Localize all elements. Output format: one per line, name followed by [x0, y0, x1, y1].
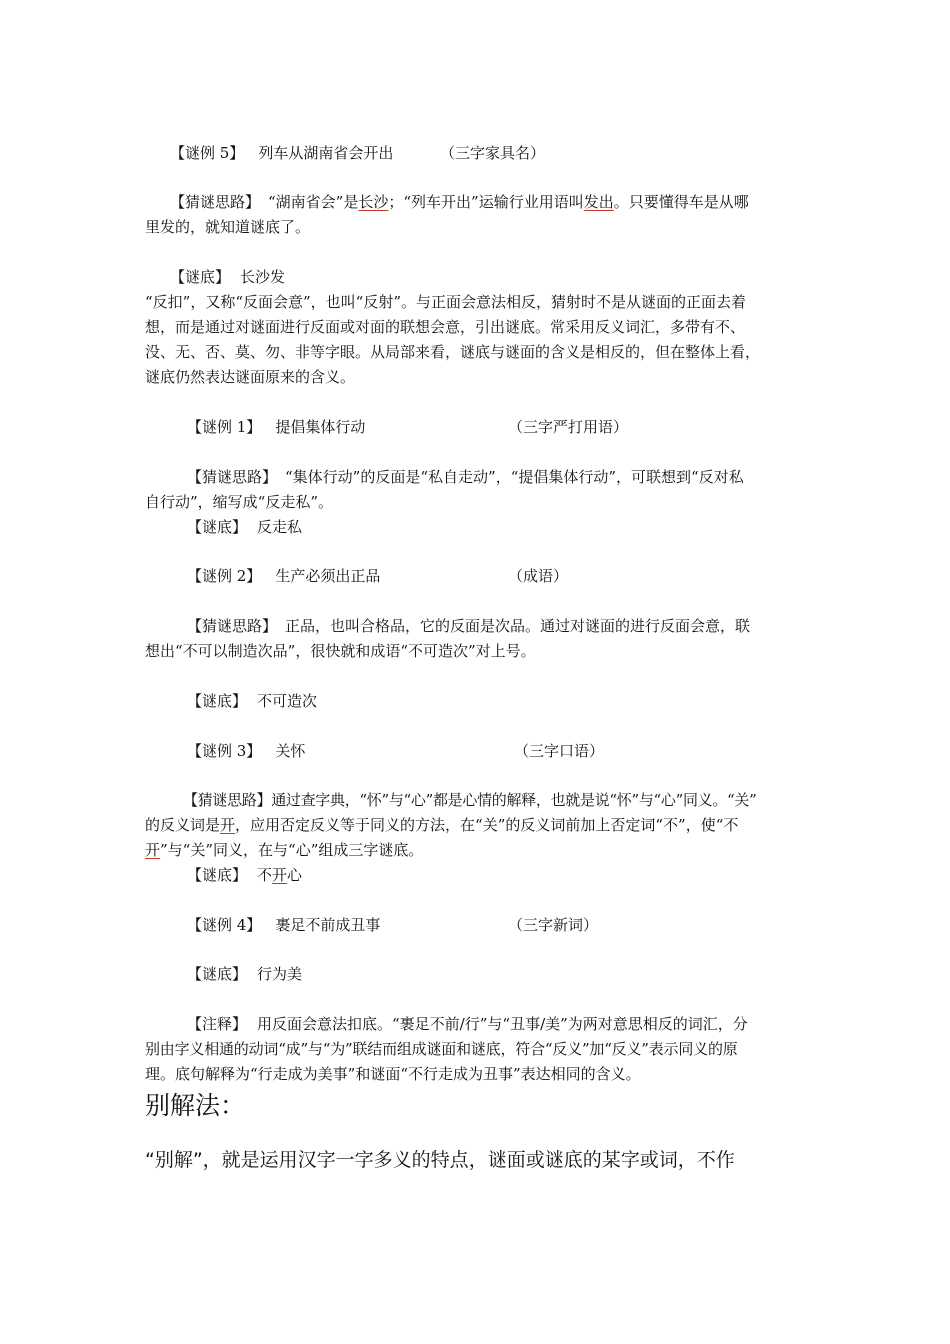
underlined-word: 长沙: [358, 193, 389, 211]
answer-label: 【谜底】: [187, 866, 248, 884]
riddle-text: 列车从湖南省会开出: [258, 144, 394, 162]
underlined-word: 开: [272, 866, 288, 884]
riddle-text: 裹足不前成丑事: [275, 916, 381, 934]
riddle-text: 关怀: [275, 742, 306, 760]
answer-label: 【谜底】: [170, 268, 231, 286]
riddle-answer-5: [170, 265, 285, 289]
paragraph-line: “反扣”，又称“反面会意”，也叫“反射”。与正面会意法相反，猜射时不是从谜面的正面去着: [145, 293, 747, 311]
example-label: 【谜例 2】: [187, 567, 262, 585]
guess-text: ”与“关”同义，在与“心”组成三字谜底。: [160, 841, 424, 859]
guess-text: 的反义词是: [145, 816, 221, 834]
guess-text: 正品，也叫合格品，它的反面是次品。通过对谜面的进行反面会意，联: [285, 617, 751, 635]
riddle-answer-4: [187, 962, 302, 986]
riddle-example-1: [187, 415, 365, 439]
answer-label: 【谜底】: [187, 518, 248, 536]
section-heading: 别解法：: [145, 1091, 246, 1120]
note-label: 【注释】: [187, 1015, 248, 1033]
example-label: 【谜例 5】: [170, 144, 245, 162]
guess-approach-line: [183, 788, 757, 812]
note-text: 用反面会意法扣底。“裹足不前/行”与“丑事/美”为两对意思相反的词汇，分: [257, 1015, 748, 1033]
guess-approach-line: [170, 190, 749, 214]
riddle-answer-1: [187, 515, 302, 539]
answer-label: 【谜底】: [187, 692, 248, 710]
riddle-answer-3: [187, 863, 302, 887]
underlined-word: 开: [220, 816, 236, 834]
guess-text-line: [145, 838, 423, 862]
answer-text: 心: [287, 866, 303, 884]
guess-text: 通过查字典，“怀”与“心”都是心情的解释，也就是说“怀”与“心”同义。“关”: [271, 791, 757, 809]
guess-label: 【猜谜思路】: [183, 791, 272, 809]
guess-text: 。只要懂得车是从哪: [613, 193, 749, 211]
riddle-example-3: [187, 739, 305, 763]
example-label: 【谜例 3】: [187, 742, 262, 760]
underlined-word: 开: [145, 841, 161, 859]
riddle-text: 生产必须出正品: [275, 567, 381, 585]
guess-approach-line: [187, 614, 750, 638]
paragraph-line: 没、无、否、莫、勿、非等字眼。从局部来看，谜底与谜面的含义是相反的，但在整体上看，: [145, 343, 761, 361]
guess-text: “集体行动”的反面是“私自走动”，“提倡集体行动”，可联想到“反对私: [285, 468, 744, 486]
note-text-line: 别由字义相通的动词“成”与“为”联结而组成谜面和谜底，符合“反义”加“反义”表示同义的原: [145, 1040, 738, 1058]
riddle-hint: （三字家具名）: [440, 144, 546, 162]
riddle-hint: （三字新词）: [508, 916, 599, 934]
riddle-example-4: [187, 913, 380, 937]
answer-label: 【谜底】: [187, 965, 248, 983]
guess-label: 【猜谜思路】: [187, 468, 278, 486]
guess-text-line: 自行动”，缩写成“反走私”。: [145, 493, 334, 511]
example-label: 【谜例 1】: [187, 418, 262, 436]
riddle-text: 提倡集体行动: [275, 418, 366, 436]
guess-text: ；“列车开出”运输行业用语叫: [388, 193, 584, 211]
answer-text: 不: [257, 866, 273, 884]
riddle-hint: （成语）: [508, 567, 569, 585]
note-line: [187, 1012, 748, 1036]
riddle-answer-2: [187, 689, 317, 713]
guess-approach-line: [187, 465, 744, 489]
example-label: 【谜例 4】: [187, 916, 262, 934]
guess-text-line: [145, 813, 738, 837]
note-text-line: 理。底句解释为“行走成为美事”和谜面“不行走成为丑事”表达相同的含义。: [145, 1065, 641, 1083]
answer-text: 不可造次: [257, 692, 318, 710]
paragraph-line: 想，而是通过对谜面进行反面或对面的联想会意，引出谜底。常采用反义词汇，多带有不、: [145, 318, 746, 336]
underlined-word: 发出: [583, 193, 614, 211]
guess-text-line: 想出“不可以制造次品”，很快就和成语“不可造次”对上号。: [145, 642, 536, 660]
guess-text: ，应用否定反义等于同义的方法，在“关”的反义词前加上否定词“不”，使“不: [235, 816, 739, 834]
riddle-hint: （三字严打用语）: [508, 418, 629, 436]
riddle-hint: （三字口语）: [514, 742, 605, 760]
section-intro-line: “别解”，就是运用汉字一字多义的特点，谜面或谜底的某字或词，不作: [145, 1149, 735, 1171]
answer-text: 行为美: [257, 965, 303, 983]
riddle-example-2: [187, 564, 380, 588]
guess-text: “湖南省会”是: [268, 193, 359, 211]
answer-text: 长沙发: [240, 268, 286, 286]
answer-text: 反走私: [257, 518, 303, 536]
paragraph-line: 谜底仍然表达谜面原来的含义。: [145, 368, 356, 386]
guess-text-line: 里发的，就知道谜底了。: [145, 218, 311, 236]
guess-label: 【猜谜思路】: [187, 617, 278, 635]
riddle-example-5: [170, 141, 393, 165]
guess-label: 【猜谜思路】: [170, 193, 261, 211]
